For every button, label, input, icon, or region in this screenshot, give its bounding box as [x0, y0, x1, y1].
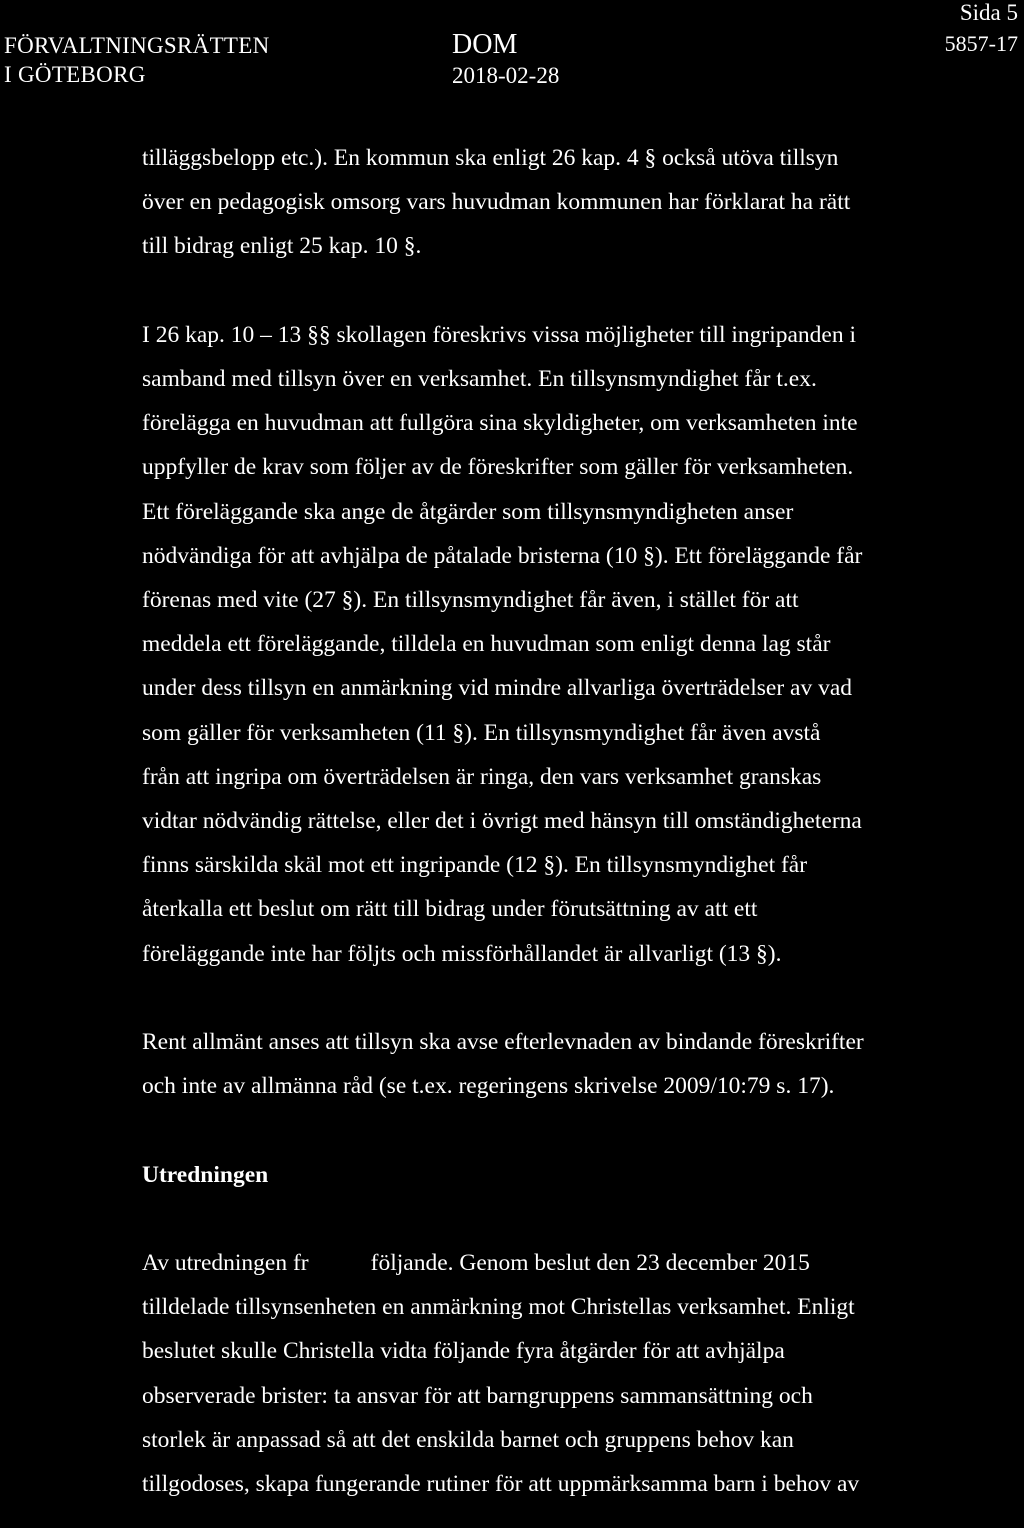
- text-line: samband med tillsyn över en verksamhet. En tillsynsmyndighet får t.ex.: [142, 366, 817, 392]
- text-line: som gäller för verksamheten (11 §). En tillsynsmyndighet får även avstå: [142, 719, 821, 746]
- text-line: storlek är anpassad så att det enskilda barnet och gruppens behov kan: [142, 1426, 794, 1453]
- text-line: tilläggsbelopp etc.). En kommun ska enligt 26 kap. 4 § också utöva tillsyn: [142, 145, 839, 171]
- text-line: observerade brister: ta ansvar för att barngruppens sammansättning och: [142, 1382, 813, 1409]
- text-line: [142, 1241, 942, 1285]
- paragraph-1: [142, 136, 942, 269]
- text-fragment: Av utredningen fr: [142, 1250, 309, 1277]
- paragraph-4: [142, 1241, 942, 1506]
- case-number: 5857-17: [944, 31, 1018, 56]
- document-date: 2018-02-28: [452, 63, 560, 88]
- text-line: tilldelade tillsynsenheten en anmärkning mot Christellas verksamhet. Enligt: [142, 1294, 855, 1321]
- text-line: I 26 kap. 10 – 13 §§ skollagen föreskrivs vissa möjligheter till ingripanden i: [142, 321, 857, 348]
- text-line: beslutet skulle Christella vidta följande fyra åtgärder för att avhjälpa: [142, 1338, 785, 1365]
- text-line: tillgodoses, skapa fungerande rutiner för att uppmärksamma barn i behov av: [142, 1471, 860, 1498]
- text-line: uppfyller de krav som följer av de föreskrifter som gäller för verksamheten.: [142, 454, 854, 481]
- text-line: återkalla ett beslut om rätt till bidrag under förutsättning av att ett: [142, 896, 758, 923]
- page-number: Sida 5: [959, 0, 1018, 25]
- document-type: DOM: [452, 29, 518, 60]
- court-name-line2: I GÖTEBORG: [4, 62, 146, 87]
- paragraph-3: [142, 1020, 942, 1108]
- text-line: förelägga en huvudman att fullgöra sina skyldigheter, om verksamheten inte: [142, 410, 858, 437]
- text-line: över en pedagogisk omsorg vars huvudman kommunen har förklarat ha rätt: [142, 189, 851, 216]
- section-heading: Utredningen: [142, 1161, 269, 1188]
- document-body: [142, 136, 942, 1506]
- court-name-line1: FÖRVALTNINGSRÄTTEN: [4, 33, 270, 58]
- text-fragment: följande. Genom beslut den 23 december 2015: [370, 1250, 810, 1277]
- text-line: finns särskilda skäl mot ett ingripande (12 §). En tillsynsmyndighet får: [142, 852, 808, 879]
- text-line: under dess tillsyn en anmärkning vid mindre allvarliga överträdelser av vad: [142, 675, 853, 702]
- text-line: till bidrag enligt 25 kap. 10 §.: [142, 233, 422, 260]
- text-line: Ett föreläggande ska ange de åtgärder som tillsynsmyndigheten anser: [142, 498, 794, 525]
- text-line: förenas med vite (27 §). En tillsynsmyndighet får även, i stället för att: [142, 587, 799, 614]
- text-line: från att ingripa om överträdelsen är ringa, den vars verksamhet granskas: [142, 763, 822, 790]
- text-line: föreläggande inte har följts och missförhållandet är allvarligt (13 §).: [142, 940, 782, 967]
- text-line: och inte av allmänna råd (se t.ex. regeringens skrivelse 2009/10:79 s. 17).: [142, 1073, 835, 1100]
- text-line: meddela ett föreläggande, tilldela en huvudman som enligt denna lag står: [142, 631, 831, 658]
- text-line: vidtar nödvändig rättelse, eller det i övrigt med hänsyn till omständigheterna: [142, 808, 862, 835]
- text-line: nödvändiga för att avhjälpa de påtalade bristerna (10 §). Ett föreläggande får: [142, 542, 863, 569]
- text-line: Rent allmänt anses att tillsyn ska avse efterlevnaden av bindande föreskrifter: [142, 1029, 864, 1056]
- paragraph-2: [142, 313, 942, 976]
